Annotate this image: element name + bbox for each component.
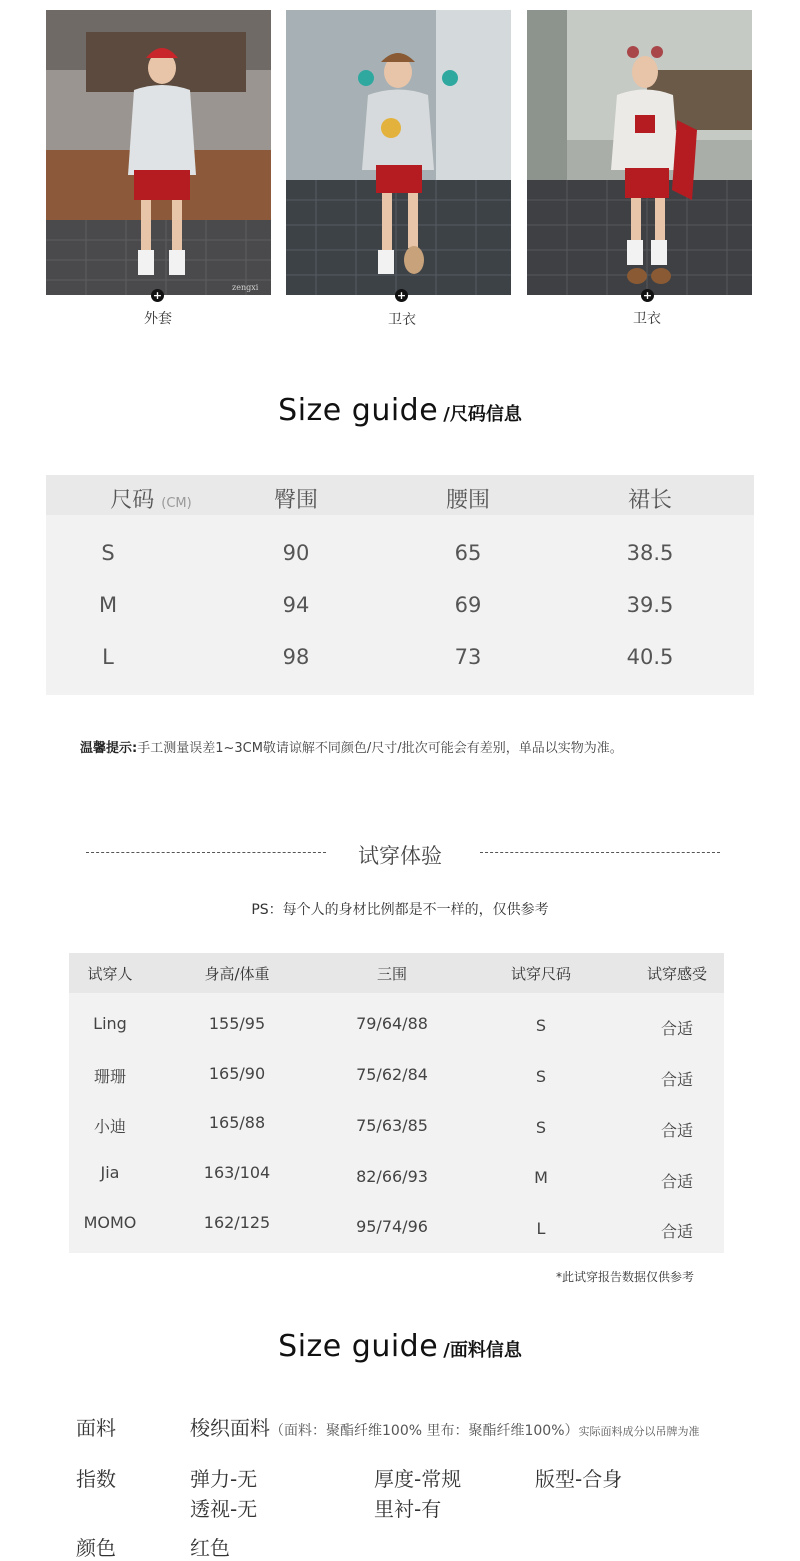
tryon-table (69, 953, 724, 1253)
cell-size: L (536, 1219, 546, 1238)
cell-person: Jia (100, 1163, 120, 1182)
photo-caption: 外套 (144, 311, 172, 327)
photo-caption: 卫衣 (633, 311, 661, 327)
cell-hip: 94 (282, 593, 310, 617)
header-tryon-size: 试穿尺码 (510, 965, 571, 983)
fabric-value: 梭织面料 (190, 1416, 270, 1440)
cell-person: 小迪 (93, 1117, 126, 1136)
cell-length: 40.5 (626, 645, 674, 669)
product-photo-sweatshirt-2 (527, 10, 752, 295)
cell-size: S (535, 1016, 547, 1035)
cell-size: S (535, 1118, 547, 1137)
product-photo-jacket (46, 10, 271, 295)
header-person: 试穿人 (87, 965, 133, 983)
fit-value: 版型-合身 (535, 1467, 623, 1491)
size-table (46, 475, 754, 695)
cell-measurements: 79/64/88 (356, 1014, 428, 1033)
add-icon[interactable]: + (396, 289, 407, 302)
cell-feel: 合适 (660, 1019, 693, 1038)
tip-label: 温馨提示: (80, 741, 138, 756)
cell-size: M (98, 593, 118, 617)
cell-length: 38.5 (626, 541, 674, 565)
cell-feel: 合适 (660, 1172, 693, 1191)
photo-strip (46, 10, 752, 330)
thickness-value: 厚度-常规 (374, 1467, 462, 1491)
fabric-guide-title-en: Size guide (278, 1329, 439, 1364)
photo-caption: 卫衣 (388, 312, 416, 328)
measurement-tip (80, 737, 623, 756)
cell-size: L (102, 645, 114, 669)
tryon-table-header (69, 953, 724, 993)
cell-size: M (534, 1168, 548, 1187)
header-size: 尺码 (CM) (110, 488, 192, 513)
cell-person: MOMO (83, 1213, 137, 1232)
cell-feel: 合适 (660, 1222, 693, 1241)
cell-hip: 90 (282, 541, 310, 565)
cell-height-weight: 162/125 (203, 1213, 271, 1232)
tryon-title: 试穿体验 (358, 844, 442, 868)
fabric-guide-title-cn: /面料信息 (443, 1340, 522, 1361)
cell-waist: 69 (454, 593, 482, 617)
cell-waist: 65 (454, 541, 482, 565)
cell-height-weight: 165/90 (208, 1064, 266, 1083)
sheer-value: 透视-无 (190, 1497, 258, 1521)
header-length: 裙长 (627, 488, 672, 513)
cell-hip: 98 (282, 645, 310, 669)
cell-person: Ling (93, 1014, 127, 1033)
cell-feel: 合适 (660, 1121, 693, 1140)
cell-size: S (535, 1067, 547, 1086)
cell-person: 珊珊 (93, 1067, 126, 1086)
header-feel: 试穿感受 (646, 965, 707, 983)
size-guide-heading (0, 393, 800, 428)
header-measurements: 三围 (376, 965, 407, 983)
add-icon[interactable]: + (642, 289, 653, 302)
tip-text: 手工测量误差1~3CM敬请谅解不同颜色/尺寸/批次可能会有差别，单品以实物为准。 (137, 741, 623, 756)
fabric-guide-heading (0, 1329, 800, 1364)
cell-height-weight: 163/104 (203, 1163, 271, 1182)
elasticity-value: 弹力-无 (190, 1467, 258, 1491)
color-label: 颜色 (76, 1536, 116, 1560)
cell-measurements: 95/74/96 (356, 1217, 428, 1236)
fabric-note: 实际面料成分以吊牌为准 (578, 1425, 700, 1438)
cell-height-weight: 155/95 (208, 1014, 266, 1033)
cell-measurements: 82/66/93 (356, 1167, 428, 1186)
size-guide-title-en: Size guide (278, 393, 439, 428)
fabric-detail: （面料：聚酯纤维100% 里布：聚酯纤维100%） (270, 1423, 579, 1439)
watermark: zengxi (232, 283, 259, 292)
tryon-heading (0, 840, 800, 870)
size-table-header (46, 475, 754, 515)
add-icon[interactable]: + (152, 289, 163, 302)
cell-feel: 合适 (660, 1070, 693, 1089)
cell-length: 39.5 (626, 593, 674, 617)
fabric-label: 面料 (76, 1416, 116, 1440)
size-guide-title-cn: /尺码信息 (443, 404, 522, 425)
header-hip: 臀围 (273, 488, 318, 513)
cell-waist: 73 (454, 645, 482, 669)
product-photo-sweatshirt-1 (286, 10, 511, 295)
header-waist: 腰围 (445, 488, 490, 513)
cell-height-weight: 165/88 (208, 1113, 266, 1132)
cell-measurements: 75/63/85 (356, 1116, 428, 1135)
header-unit: (CM) (161, 496, 192, 511)
tryon-ps: PS：每个人的身材比例都是不一样的，仅供参考 (251, 902, 549, 918)
fabric-info (190, 1412, 700, 1441)
header-height-weight: 身高/体重 (204, 965, 270, 983)
lining-value: 里衬-有 (374, 1497, 442, 1521)
tryon-note: *此试穿报告数据仅供参考 (556, 1270, 695, 1284)
cell-size: S (101, 541, 115, 565)
cell-measurements: 75/62/84 (356, 1065, 428, 1084)
color-value: 红色 (190, 1536, 230, 1560)
index-label: 指数 (76, 1467, 116, 1491)
divider-right (480, 852, 720, 853)
